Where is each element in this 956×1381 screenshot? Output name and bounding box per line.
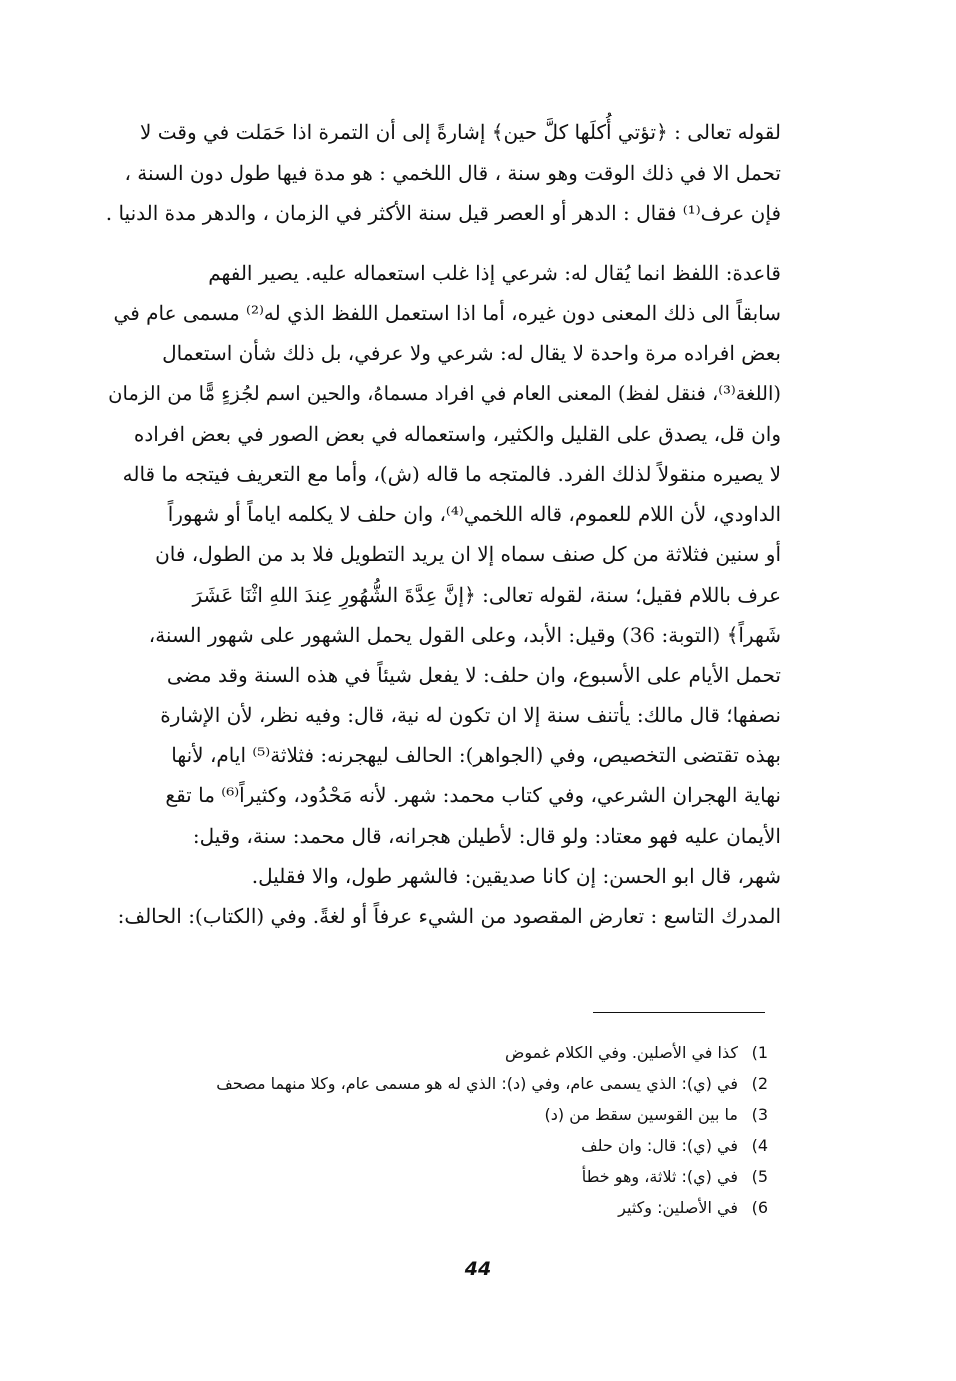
footnote-separator: [593, 1012, 765, 1013]
text-line: قاعدة: اللفظ انما يُقال له: شرعي إذا غلب استعماله عليه. يصير الفهم: [208, 261, 781, 285]
text-line: فإن عرف⁽¹⁾ فقال : الدهر أو العصر قيل سنة الأكثر في الزمان ، والدهر مدة الدنيا .: [105, 201, 781, 225]
text-line: الداودي، لأن اللام للعموم، قاله اللخمي⁽⁴⁾، وان حلف لا يكلمه اياماً أو شهوراً: [167, 502, 781, 527]
text-line: بعض افراده مرة واحدة لا يقال له: شرعي ولا عرفي، بل ذلك شأن استعمال: [162, 341, 781, 366]
footnote-text: كذا في الأصلين. وفي الكلام غموض: [505, 1043, 738, 1062]
footnote-number: 3): [751, 1105, 768, 1124]
footnote-text: في (ي): قال: وان حلف: [581, 1136, 738, 1155]
footnote-item: [108, 1068, 768, 1099]
text-line: (اللغة⁽³⁾، فنقل لفظ) المعنى العام في افراد مسماهُ، والحين اسم لجُزءٍ مًّا من الزمان: [108, 381, 781, 405]
footnote-number: 6): [751, 1198, 768, 1217]
footnote-number: 4): [751, 1136, 768, 1155]
footnote-number: 5): [751, 1167, 768, 1186]
text-line: تحمل الأيام على الأسبوع، وان حلف: لا يفعل شيئاً في هذه السنة وقد مضى: [166, 662, 781, 687]
text-line: بهذه تقتضى التخصيص، وفي (الجواهر): الحالف ليهجرنه: فثلاثة⁽⁵⁾ ايام، لأنها: [171, 743, 781, 768]
text-line: الأيمان عليه فهو معتاد: ولو قال: لأطيلن هجرانه، قال محمد: سنة، وقيل:: [192, 823, 781, 848]
text-line: لا يصيره منقولاً لذلك الفرد. فالمتجه ما قاله (ش)، وأما مع التعريف فيتجه ما قاله: [122, 461, 781, 486]
text-line: سابقاً الى ذلك المعنى دون غيره، أما اذا استعمل اللفظ الذي له⁽²⁾ مسمى عام في: [113, 301, 781, 326]
page-number: 44: [464, 1258, 492, 1280]
paragraph-2: [105, 253, 781, 936]
text-line: نصفها؛ قال مالك: يأتنف سنة إلا ان تكون له نية، قال: وفيه نظر، لأن الإشارة: [160, 703, 781, 728]
footnote-text: في الأصلين: وكثير: [618, 1198, 738, 1217]
footnote-text: في (ي): ثلاثة، وهو خطأ: [581, 1167, 738, 1186]
footnote-item: [108, 1161, 768, 1192]
footnote-number: 2): [751, 1074, 768, 1093]
footnote-item: [108, 1037, 768, 1068]
footnote-number: 1): [751, 1043, 768, 1062]
text-line: تحمل الا في ذلك الوقت وهو سنة ، قال اللخمي : هو مدة فيها طول دون السنة ،: [124, 160, 781, 185]
text-line: أو سنين فثلاثة من كل صنف سماه إلا ان يريد التطويل فلا بد من الطول، فان: [155, 542, 781, 567]
text-line: عرف باللام فقيل؛ سنة، لقوله تعالى: ﴿إنَّ عِدَّةَ الشُّهُورِ عِندَ اللهِ اثْنَا عَشَرَ: [192, 582, 781, 607]
footnote-item: [108, 1099, 768, 1130]
text-line: شَهراً﴾ (التوبة: 36) وقيل: الأبد، وعلى القول يحمل الشهور على شهور السنة،: [148, 622, 781, 647]
text-line: شهر، قال ابو الحسن: إن كانا صديقين: فالشهر طول، والا فقليل.: [251, 863, 781, 888]
footnote-text: ما بين القوسين سقط من (د): [544, 1105, 738, 1124]
footnotes: [108, 1037, 768, 1223]
text-line: لقوله تعالى : ﴿تؤتي أُكلَها كلَّ حين﴾ إشارةً إلى أن التمرة اذا حَمَلت في وقت لا: [140, 120, 781, 144]
text-line: المدرك التاسع : تعارض المقصود من الشيء عرفاً أو لغةً. وفي (الكتاب): الحالف:: [117, 904, 781, 928]
footnote-text: في (ي): الذي يسمى عام، وفي (د): الذي له هو مسمى عام، وكلا منهما مصحف: [216, 1074, 738, 1093]
footnote-item: [108, 1130, 768, 1161]
footnote-item: [108, 1192, 768, 1223]
paragraph-1: [105, 112, 781, 234]
text-line: وان قل، يصدق على القليل والكثير، واستعماله في بعض الصور في بعض افراده: [133, 421, 781, 446]
text-line: نهاية الهجران الشرعي، وفي كتاب محمد: شهر. لأنه مَحْدُود، وكثيراً⁽⁶⁾ ما تقع: [165, 783, 781, 808]
